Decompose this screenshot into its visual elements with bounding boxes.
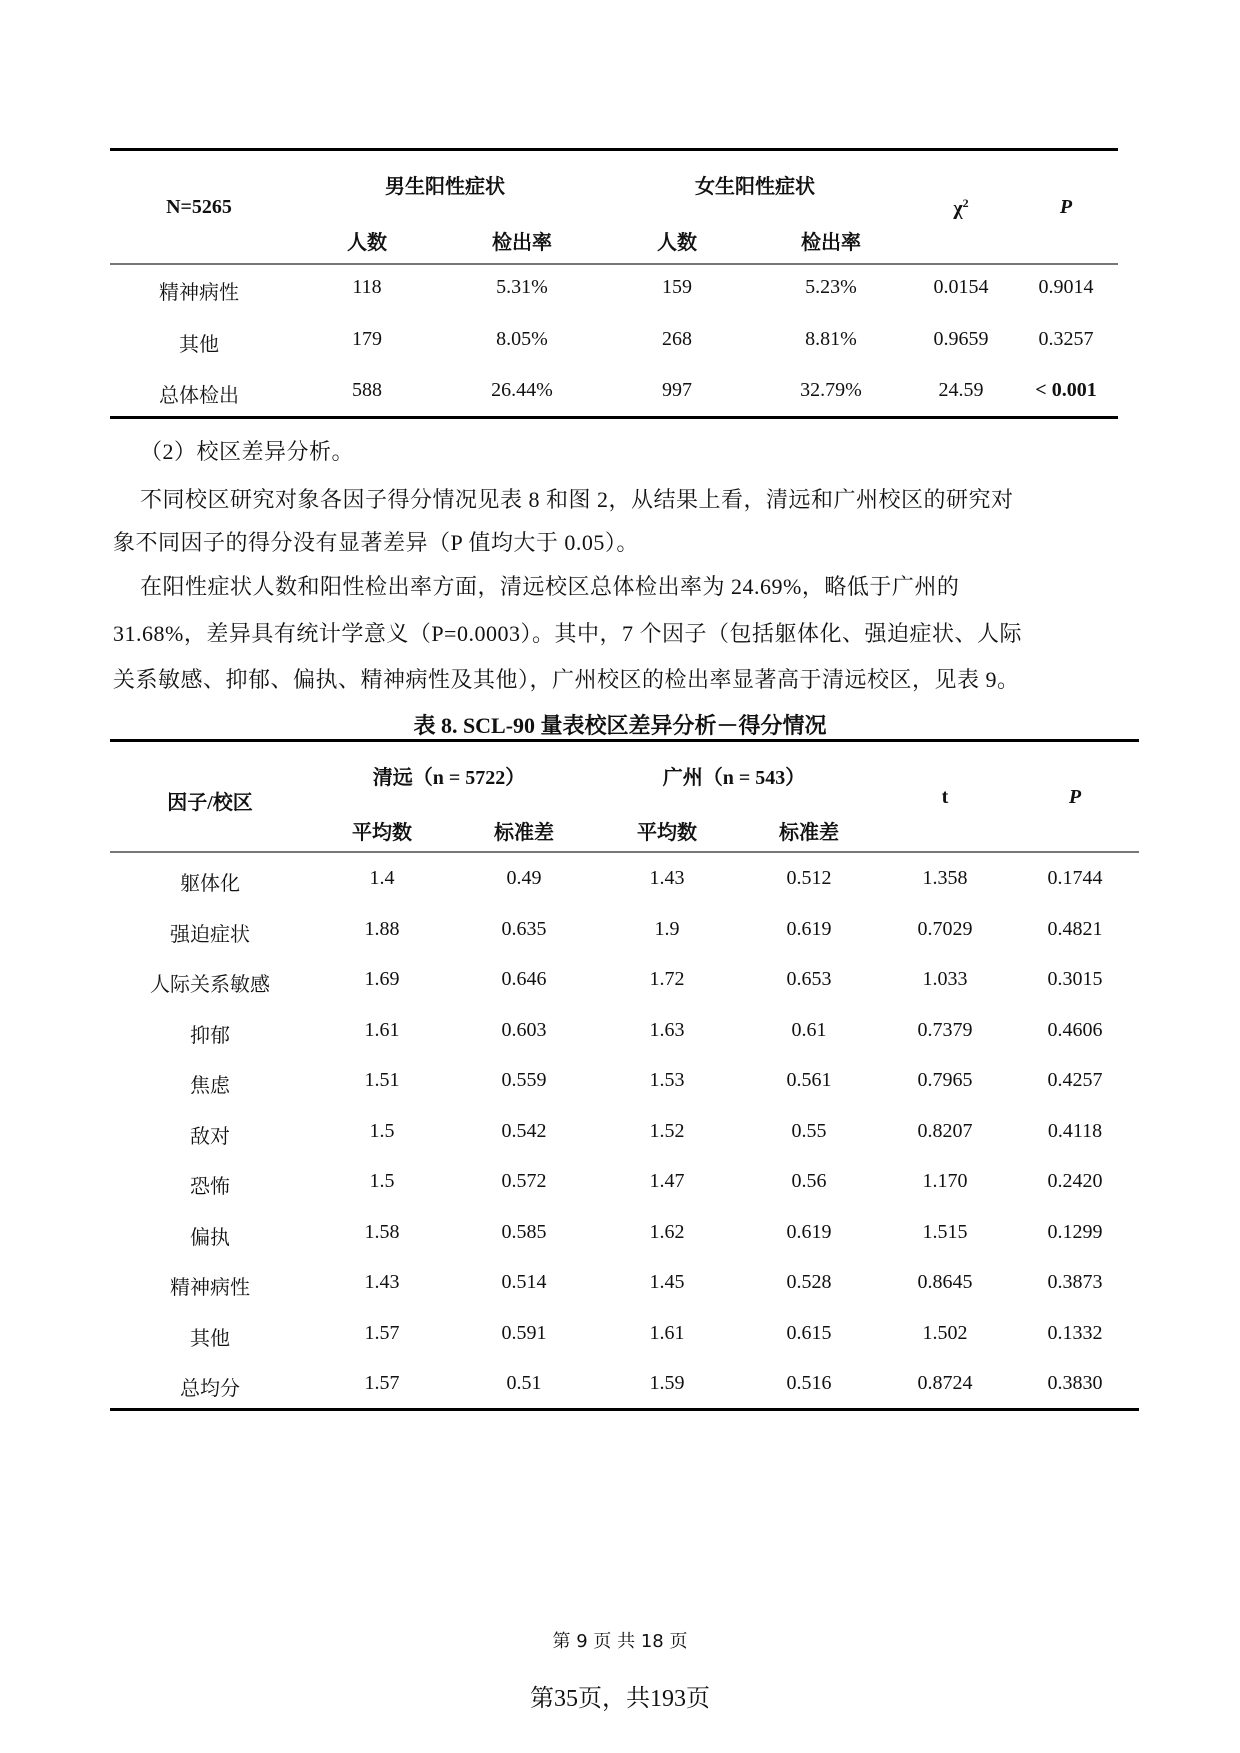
table-cell: 0.512 bbox=[786, 867, 832, 889]
paragraph-line: 31.68%，差异具有统计学意义（P=0.0003）。其中，7 个因子（包括躯体化、强迫症状、人际 bbox=[113, 621, 1022, 646]
table8-qy-sd-header: 标准差 bbox=[494, 822, 554, 844]
table-cell: 0.1332 bbox=[1047, 1321, 1103, 1344]
table-cell: 1.69 bbox=[364, 968, 400, 990]
table-cell: 1.63 bbox=[649, 1018, 685, 1041]
table-cell: 179 bbox=[352, 327, 382, 350]
table-cell: 0.585 bbox=[501, 1220, 547, 1243]
table-cell: 8.05% bbox=[496, 327, 548, 350]
table-cell: 1.59 bbox=[649, 1372, 685, 1394]
table-cell: 1.57 bbox=[364, 1321, 400, 1344]
table-cell: 0.49 bbox=[506, 867, 542, 889]
table-cell: 0.528 bbox=[786, 1271, 832, 1293]
table-cell: 0.7379 bbox=[917, 1018, 973, 1041]
table-cell: < 0.001 bbox=[1035, 379, 1097, 401]
table-cell: 0.4257 bbox=[1047, 1069, 1103, 1091]
table-cell: 1.61 bbox=[649, 1321, 685, 1344]
table-cell: 1.52 bbox=[649, 1119, 685, 1142]
table-cell: 32.79% bbox=[800, 379, 862, 401]
table-cell: 0.3873 bbox=[1047, 1271, 1103, 1293]
paragraph-line: 象不同因子的得分没有显著差异（P 值均大于 0.05）。 bbox=[113, 530, 639, 555]
table-cell: 1.5 bbox=[369, 1170, 395, 1192]
table-cell: 1.43 bbox=[364, 1271, 400, 1293]
table-cell: 0.619 bbox=[786, 1220, 832, 1243]
table-cell: 1.502 bbox=[922, 1321, 968, 1344]
table-cell: 0.4821 bbox=[1047, 917, 1103, 940]
table-cell: 1.515 bbox=[922, 1220, 968, 1243]
table-cell: 0.7029 bbox=[917, 917, 973, 940]
row-label: 人际关系敏感 bbox=[150, 974, 270, 996]
table-cell: 118 bbox=[352, 276, 382, 298]
table7-male-group-header: 男生阳性症状 bbox=[385, 176, 505, 198]
table7-corner-header: N=5265 bbox=[166, 196, 232, 218]
table8-gz-sd-header: 标准差 bbox=[779, 822, 839, 844]
table-cell: 0.561 bbox=[786, 1069, 832, 1091]
table-cell: 1.88 bbox=[364, 917, 400, 940]
table-cell: 0.591 bbox=[501, 1321, 547, 1344]
table-cell: 997 bbox=[662, 379, 692, 401]
table8-header-rule bbox=[110, 851, 1139, 853]
table-cell: 1.43 bbox=[649, 867, 685, 889]
table-cell: 1.58 bbox=[364, 1220, 400, 1243]
table8-qingyuan-group-header: 清远（n = 5722） bbox=[372, 767, 526, 789]
table-cell: 1.53 bbox=[649, 1069, 685, 1091]
table-cell: 1.47 bbox=[649, 1170, 685, 1192]
row-label: 敌对 bbox=[190, 1125, 230, 1148]
table-cell: 1.170 bbox=[922, 1170, 968, 1192]
table8-p-header: P bbox=[1068, 786, 1082, 808]
table-cell: 0.653 bbox=[786, 968, 832, 990]
table-cell: 1.358 bbox=[922, 867, 968, 889]
table-cell: 0.0154 bbox=[933, 276, 989, 298]
table-cell: 0.516 bbox=[786, 1372, 832, 1394]
table-cell: 0.572 bbox=[501, 1170, 547, 1192]
table-cell: 0.3015 bbox=[1047, 968, 1103, 990]
table-cell: 0.3257 bbox=[1038, 327, 1094, 350]
table8-t-header: t bbox=[941, 786, 949, 808]
table-cell: 1.45 bbox=[649, 1271, 685, 1293]
table-cell: 0.3830 bbox=[1047, 1372, 1103, 1394]
row-label: 恐怖 bbox=[190, 1176, 230, 1198]
table-cell: 0.9659 bbox=[933, 327, 989, 350]
table7-female-group-header: 女生阳性症状 bbox=[695, 176, 815, 198]
table-cell: 0.56 bbox=[791, 1170, 827, 1192]
table-cell: 0.619 bbox=[786, 917, 832, 940]
inner-page-number: 第 9 页 共 18 页 bbox=[552, 1631, 688, 1652]
table-cell: 1.57 bbox=[364, 1372, 400, 1394]
row-label: 精神病性 bbox=[159, 282, 239, 304]
table-cell: 0.1299 bbox=[1047, 1220, 1103, 1243]
table-cell: 0.8724 bbox=[917, 1372, 973, 1394]
table8-qy-mean-header: 平均数 bbox=[352, 822, 412, 844]
table7-header-rule bbox=[110, 263, 1118, 265]
table7-top-rule bbox=[110, 148, 1118, 151]
table-cell: 0.615 bbox=[786, 1321, 832, 1344]
table7-male-rate-header: 检出率 bbox=[492, 232, 552, 254]
section-heading: （2）校区差异分析。 bbox=[140, 439, 355, 464]
row-label: 其他 bbox=[179, 333, 219, 356]
table8-gz-mean-header: 平均数 bbox=[637, 822, 697, 844]
table-cell: 0.2420 bbox=[1047, 1170, 1103, 1192]
row-label: 强迫症状 bbox=[170, 923, 250, 946]
table-cell: 0.51 bbox=[506, 1372, 542, 1394]
table7-female-rate-header: 检出率 bbox=[801, 232, 861, 254]
table-cell: 0.55 bbox=[791, 1119, 827, 1142]
row-label: 总体检出 bbox=[159, 385, 239, 407]
table7-female-count-header: 人数 bbox=[657, 232, 697, 254]
paragraph-line: 不同校区研究对象各因子得分情况见表 8 和图 2，从结果上看，清远和广州校区的研究对 bbox=[140, 487, 1014, 512]
chi-superscript: 2 bbox=[962, 196, 969, 210]
table-cell: 0.514 bbox=[501, 1271, 547, 1293]
paragraph-line: 关系敏感、抑郁、偏执、精神病性及其他），广州校区的检出率显著高于清远校区，见表 9。 bbox=[113, 667, 1020, 692]
table-cell: 1.72 bbox=[649, 968, 685, 990]
table-cell: 159 bbox=[662, 276, 692, 298]
table-cell: 588 bbox=[352, 379, 382, 401]
table8-guangzhou-group-header: 广州（n = 543） bbox=[662, 767, 806, 789]
row-label: 焦虑 bbox=[190, 1075, 230, 1097]
table7-male-count-header: 人数 bbox=[347, 232, 387, 254]
table8-bottom-rule bbox=[110, 1408, 1139, 1411]
table-cell: 0.61 bbox=[791, 1018, 827, 1041]
table8-corner-header: 因子/校区 bbox=[167, 792, 253, 814]
table-cell: 1.5 bbox=[369, 1119, 395, 1142]
table7-bottom-rule bbox=[110, 416, 1118, 419]
table-cell: 1.51 bbox=[364, 1069, 400, 1091]
table-cell: 0.559 bbox=[501, 1069, 547, 1091]
table7-p-header: P bbox=[1059, 196, 1073, 218]
table-cell: 0.542 bbox=[501, 1119, 547, 1142]
table-cell: 24.59 bbox=[938, 379, 984, 401]
table-cell: 8.81% bbox=[805, 327, 857, 350]
paragraph-line: 在阳性症状人数和阳性检出率方面，清远校区总体检出率为 24.69%，略低于广州的 bbox=[140, 574, 960, 599]
outer-page-number: 第35页，共193页 bbox=[530, 1686, 710, 1712]
table-cell: 268 bbox=[662, 327, 692, 350]
row-label: 躯体化 bbox=[180, 873, 240, 895]
table-cell: 0.4118 bbox=[1047, 1119, 1103, 1142]
row-label: 抑郁 bbox=[190, 1024, 230, 1047]
row-label: 总均分 bbox=[180, 1378, 240, 1400]
table-cell: 0.7965 bbox=[917, 1069, 973, 1091]
table8-top-rule bbox=[110, 739, 1139, 742]
table-cell: 0.8207 bbox=[917, 1119, 973, 1142]
table-cell: 1.61 bbox=[364, 1018, 400, 1041]
table8-caption: 表 8. SCL-90 量表校区差异分析－得分情况 bbox=[413, 713, 827, 738]
table-cell: 0.1744 bbox=[1047, 867, 1103, 889]
table-cell: 1.033 bbox=[922, 968, 968, 990]
table-cell: 1.62 bbox=[649, 1220, 685, 1243]
table-cell: 0.8645 bbox=[917, 1271, 973, 1293]
table-cell: 5.23% bbox=[805, 276, 857, 298]
table-cell: 0.646 bbox=[501, 968, 547, 990]
table-cell: 0.4606 bbox=[1047, 1018, 1103, 1041]
row-label: 其他 bbox=[190, 1327, 230, 1350]
table-cell: 1.9 bbox=[654, 917, 680, 940]
chi-symbol: χ bbox=[953, 197, 963, 220]
table-cell: 1.4 bbox=[369, 867, 395, 889]
table-cell: 0.635 bbox=[501, 917, 547, 940]
table-cell: 26.44% bbox=[491, 379, 553, 401]
table-cell: 0.9014 bbox=[1038, 276, 1094, 298]
row-label: 偏执 bbox=[190, 1226, 230, 1249]
row-label: 精神病性 bbox=[170, 1277, 250, 1299]
table-cell: 5.31% bbox=[496, 276, 548, 298]
table-cell: 0.603 bbox=[501, 1018, 547, 1041]
